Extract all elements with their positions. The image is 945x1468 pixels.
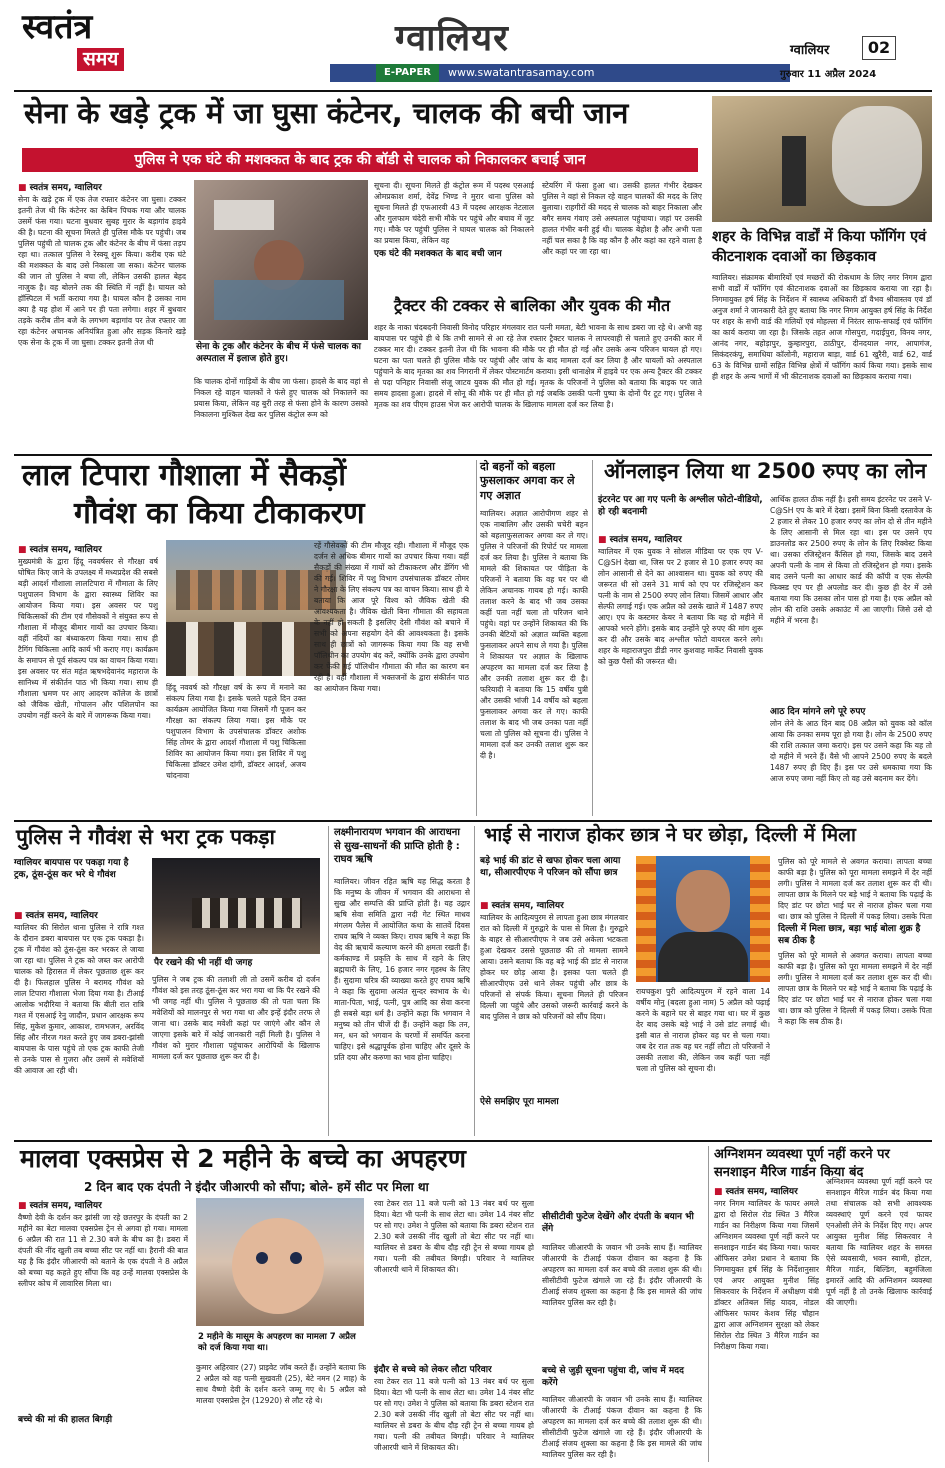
- col-3b: पुलिस को पूरे मामले से अवगत कराया। लापता बच्चा काफी बड़ा है। पुलिस को पूरा मामला समझने में देर नहीं लगी। पुलिस ने मामला दर्ज कर तलाश शुरू कर दी थी। लापता छात्र के मिलने पर बड़े भाई ने बताया कि पढ़ाई के दिए डांट पर छोटा भाई घर से नाराज होकर चला गया था। छात्र को पुलिस ने दिल्ली में पकड़ लिया। उसके पिता ने कहा कि सब ठीक है।: [778, 951, 932, 1026]
- baby-photo: [196, 1198, 364, 1326]
- col-3: लोन लेने के आठ दिन बाद 08 अप्रैल को युवक को कॉल आया कि उनका समय पूरा हो गया है। लोन के 2500 रुपए की राशि तत्काल जमा कराएं। इस पर उसने कहा कि यह तो दो महीने में भरने हैं। वैसे भी आपने 2500 रुपए के बदले 1487 रुपए ही दिए हैं। इस पर उसे धमकाया गया कि आज रुपए जमा नहीं किए तो वह उसे बदनाम कर देंगे।: [770, 719, 932, 783]
- subhead-found: दिल्ली में मिला छात्र, बड़ा भाई बोला शुक्र है सब ठीक है: [778, 924, 921, 946]
- col-1: ग्वालियर की सिरोल थाना पुलिस ने रात्रि गश्त के दौरान डबरा बायपास पर एक ट्रक पकड़ा है। ट्रक में गौवंश को ठूंस-ठूंस कर भरकर ले जाया जा रहा था। पुलिस ने ट्रक को जब्त कर आरोपी चालक को हिरासत में लेकर पूछताछ शुरू कर दी है। फिलहाल पुलिस ने बरामद गौवंश को लाल टिपारा गौशाला भेजा दिया गया है। टीआई आलोक भदौरिया ने बताया कि बीती रात रात्रि गश्त में एसआई रेनु जादौन, प्रधान आरक्षक रूप सिंह, मुकेश कुमार, आकाश, रामभजन, अरविंद सिंह और नीरज गश्त करते हुए जब डबरा-झांसी बायपास के पास पहुंचे तो एक ट्रक काफी तेजी से उनके पास से गुजरा और उसमें से मवेशियों की आवाज आ रही थी।: [14, 923, 144, 1075]
- col-2: रायचकुश पुरी आदित्यपुरम में रहने वाला 14 वर्षीय मोनु (बदला हुआ नाम) 5 अप्रैल को पढ़ाई करने के बहाने घर से बाहर गया था। घर में कुछ देर बाद उसके बड़े भाई ने उसे डांट लगाई थी। इसी बात से नाराज होकर वह घर से चला गया। जब देर रात तक वह घर नहीं लौटा तो परिजनों ने उसकी तलाश की, लेकिन जब कहीं पता नहीं चला तो पुलिस को सूचना दी।: [636, 987, 770, 1073]
- col-1: सेना के खड़े ट्रक में एक तेज रफ्तार कंटेनर जा घुसा। टक्कर इतनी तेज थी कि कंटेनर का केबिन पिचक गया और चालक उसमें फंस गया। घटना बुधवार सुबह मुरार के बड़ागांव हाइवे की है। घटना की सूचना मिलते ही पुलिस मौके पर पहुंची। जब पुलिस पहुंची तो चालक ट्रक और कंटेनर के बीच में फंसा तड़प रहा था। तत्काल पुलिस ने रेस्क्यू शुरू किया। करीब एक घंटे की मशक्कत के बाद उसे निकाला जा सका। कंटेनर चालक की जान तो पुलिस ने बचा ली, लेकिन उसकी हालत बेहद नाजुक है। वह बोलने तक की स्थिति में नहीं है। घायल को हॉस्पिटल में भर्ती कराया गया है। घायल कौन है उसका नाम क्या है यह होश में आने पर ही पता लगेगा। शहर में बुधवार तड़के करीब तीन बजे के लगभग बड़ागांव पर तेज रफ्तार जा रहा कंटेनर अचानक अनियंत्रित हुआ और सड़क किनारे खड़े एक सेना के ट्रक में जा घुसा। टक्कर इतनी तेज थी: [18, 195, 186, 347]
- col-2: आर्थिक हालत ठीक नहीं है। इसी समय इंटरनेट पर उसने V-C@SH एप के बारे में देखा। इसमें बिना किसी दस्तावेज के 2 हजार से लेकर 10 हजार रुपए का लोन दो से तीन महीने के लिए आसानी से मिल रहा था। इस पर उसने एप डाउनलोड कर 2500 रुपए के लोन के लिए रिक्वेस्ट किया था। उसका रजिस्ट्रेशन कैंसिल हो गया, जिसके बाद उसने अपनी पत्नी के नाम से किया तो रजिस्ट्रेशन हो गया। इसके बाद उसने पत्नी का आधार कार्ड की कॉपी व एक सेल्फी फिक्स्ड एप पर ही अपलोड कर दी। कुछ ही देर में उसे बताया गया कि उसका लोन पास हो गया है। एक अप्रैल को लोन की राशि उसके अकाउंट में आ जाएगी। जिसे उसे दो महीने में भरना है।: [770, 495, 932, 625]
- body: ग्वालियर। जीवन रहित ऋषि यह सिद्ध करता है कि मनुष्य के जीवन में भगवान की आराधना से सुख और सम्पत्ति की प्राप्ति होती है। यह उद्गार ऋषि सेवा समिति द्वारा नदी गेट स्थित माधव मंगलम पैलेस में आयोजित कथा के सातवें दिवस राघव ऋषि ने व्यक्त किए। राघव ऋषि ने कहा कि वेद की ऋचायें कल्याण करने की क्षमता रखती हैं। कर्मकाण्ड में प्रकृति के साथ में रहने के लिए ब्रह्मचारी के लिए, 16 हजार नगर गृहस्थ के लिए हैं। सुदामा चरित्र की व्याख्या करते हुए राघव ऋषि ने कहा कि सुदामा अत्यंत सुन्दर स्वभाव के थे। माता-पिता, भाई, पत्नी, पुत्र आदि का सेवा करना ही सबसे बड़ा धर्म है। उन्होंने कहा कि भगवान ने मनुष्य को तीन चीजें दी हैं। उन्होंने कहा कि तन, मन, धन को भगवान के चरणों में समर्पित करना चाहिए। इसे श्रद्धापूर्वक होना चाहिए और दूसरे के प्रति दया और करुणा का भाव होना चाहिए।: [334, 877, 470, 1062]
- byline: ■ स्वतंत्र समय, ग्वालियर: [18, 1198, 102, 1211]
- page-city: ग्वालियर: [790, 43, 830, 58]
- student-photo: [636, 856, 770, 982]
- headline: सेना के खड़े ट्रक में जा घुसा कंटेनर, चालक की बची जान: [24, 96, 629, 130]
- story-fogging: [712, 96, 932, 451]
- story-gaushala: [14, 460, 474, 816]
- photo-caption: पैर रखने की भी नहीं थी जगह: [154, 958, 253, 968]
- col-3b: रवा टेकर रात 11 बजे पत्नी को 13 नंबर बर्थ पर सुला दिया। बेटा भी पत्नी के साथ लेटा था। उमेश 14 नंबर सीट पर सो गए। उमेश ने पुलिस को बताया कि डबरा स्टेशन रात 2.30 बजे उसकी नींद खुली तो बेटा सीट पर नहीं था। ग्वालियर से डबरा के बीच दौड़ रही ट्रेन से बच्चा गायब हो गया। पत्नी की तबीयत बिगड़ी। परिवार ने ग्वालियर जीआरपी थाने में शिकायत की।: [374, 1377, 534, 1452]
- headline-line-2: गौवंश का किया टीकाकरण: [74, 496, 365, 531]
- col-4b: ग्वालियर जीआरपी के जवान भी उनके साथ हैं। ग्वालियर जीआरपी के टीआई पंकज दीवान का कहना है कि अपहरण का मामला दर्ज कर बच्चे की तलाश शुरू की थी। सीसीटीवी फुटेज खंगाले जा रहे हैं। इंदौर जीआरपी के टीआई संजय शुक्ला का कहना है कि इस मामले की जांच ग्वालियर पुलिस कर रही है।: [542, 1395, 702, 1459]
- headline: अग्निशमन व्यवस्था पूर्ण नहीं करने पर सनशाइन मैरिज गार्डन किया बंद: [714, 1147, 890, 1180]
- masthead: [0, 0, 945, 92]
- rule-1: [14, 454, 932, 456]
- logo-bottom: समय: [77, 48, 124, 71]
- masthead-rule: [14, 90, 932, 92]
- divider: [708, 1146, 709, 1462]
- story-raghav-rishi: [334, 826, 470, 1136]
- story-marriage-garden: [714, 1146, 932, 1462]
- deck: इंटरनेट पर आ गए पत्नी के अश्लील फोटो-वीडियो, हो रही बदनामी: [598, 495, 763, 518]
- headline: भाई से नाराज होकर छात्र ने घर छोड़ा, दिल्ली में मिला: [484, 824, 856, 846]
- deck: ग्वालियर बायपास पर पकड़ा गया है ट्रक, ठूंस-ठूंस कर भरे थे गौवंश: [14, 858, 129, 880]
- col-4: स्टेयरिंग में फंसा हुआ था। उसकी हालत गंभीर देखकर पुलिस ने वहां से निकल रहे वाहन चालकों की मदद के लिए बुलाया। राहगीरों की मदद से चालक को बाहर निकाला और बगैर समय गंवाए उसे अस्पताल पहुंचाया। जहां पर उसकी हालत गंभीर बनी हुई थी। चालक बेहोश है और अभी पता नहीं चल सका है कि वह कौन है और कहां का रहने वाला है और कहां पर जा रहा था।: [542, 181, 702, 256]
- headline-line-1: लाल टिपारा गौशाला में सैकड़ों: [22, 458, 346, 493]
- epaper-label: E-PAPER: [376, 64, 439, 82]
- headline: ऑनलाइन लिया था 2500 रुपए का लोन: [604, 459, 927, 483]
- headline: लक्ष्मीनारायण भगवान की आराधना से सुख-साधनों की प्राप्ति होती है : राघव ऋषि: [334, 827, 460, 865]
- subhead-cctv: सीसीटीवी फुटेज देखेंगे और दंपती के बयान भी लेंगे: [542, 1212, 694, 1234]
- col-1: नगर निगम ग्वालियर के फायर अमले द्वारा दो सिरोल रोड स्थित 3 मैरिज गार्डन का निरीक्षण किया गया जिसमें अग्निशमन व्यवस्था पूर्ण नहीं करने पर सनशाइन गार्डन बंद किया गया। फायर ऑफिसर उमेश प्रधान ने बताया कि निगमायुक्त हर्ष सिंह के निर्देशानुसार एवं अपर आयुक्त मुनीश सिंह सिकरवार के निर्देशन में अधीक्षण यंत्री डॉक्टर अतिबल सिंह यादव, नोडल ऑफिसर फायर केशव सिंह चौहान द्वारा आज अग्निशमन सुरक्षा को लेकर सिरोल रोड स्थित 3 मैरिज गार्डन का निरीक्षण किया गया।: [714, 1199, 819, 1351]
- headline: शहर के विभिन्न वार्डों में किया फॉगिंग एवं कीटनाशक दवाओं का छिड़काव: [712, 229, 927, 265]
- logo: [22, 7, 162, 80]
- divider: [592, 460, 593, 816]
- col-2: कि चालक दोनों गाड़ियों के बीच जा फंसा। हादसे के बाद वहां से निकल रहे वाहन चालकों ने फंसे हुए चालक को निकालने का प्रयास किया, लेकिन वह बुरी तरह से फंसा होने के कारण उसको निकालना मुश्किल देख कर पुलिस कंट्रोल रूम को: [194, 377, 368, 419]
- body: ग्वालियर। अज्ञात आरोपीगण शहर से एक नाबालिग और उसकी चचेरी बहन को बहलाफुसलाकर अगवा कर ले गए। पुलिस ने परिजनों की रिपोर्ट पर मामला दर्ज कर लिया है। पुलिस ने बताया कि मामले की शिकायत पर पीड़िता के परिजनों ने बताया कि वह घर पर थी लेकिन अचानक गायब हो गई। काफी तलाश करने के बाद भी जब उसका कहीं पता नहीं चला तो परिजन थाने पहुंचे। वहां पर उन्होंने शिकायत की कि उनकी बेटियों को अज्ञात व्यक्ति बहला फुसलाकर अपने साथ ले गया है। पुलिस ने शिकायत पर अज्ञात के खिलाफ अपहरण का मामला दर्ज कर लिया है और उनकी तलाश शुरू कर दी है। फरियादी ने बताया कि 15 वर्षीय पुत्री और उसकी भांजी 14 वर्षीय को बहला फुसलाकर अगवा कर ले गए। काफी तलाश के बाद भी जब उनका पता नहीं चला तो पुलिस को सूचना दी। पुलिस ने मामला दर्ज कर उनकी तलाश शुरू कर दी है।: [480, 509, 588, 760]
- subhead-eight-days: आठ दिन मांगने लगे पूरे रुपए: [770, 707, 866, 717]
- col-4: ग्वालियर जीआरपी के जवान भी उनके साथ हैं। ग्वालियर जीआरपी के टीआई पंकज दीवान का कहना है कि अपहरण का मामला दर्ज कर बच्चे की तलाश शुरू की थी। सीसीटीवी फुटेज खंगाले जा रहे हैं। इंदौर जीआरपी के टीआई संजय शुक्ला का कहना है कि इस मामले की जांच ग्वालियर पुलिस कर रही है।: [542, 1243, 702, 1307]
- story-sisters: [480, 460, 588, 816]
- issue-date: गुरुवार 11 अप्रैल 2024: [780, 69, 877, 80]
- subhead-info: बच्चे से जुड़ी सूचना पहुंचा दी, जांच में मदद करेंगे: [542, 1366, 684, 1388]
- deck: बड़े भाई की डांट से खफा होकर चला आया था, सीआरपीएफ ने परिजन को सौंपा छात्र: [480, 856, 621, 878]
- byline: ■ स्वतंत्र समय, ग्वालियर: [18, 542, 102, 555]
- headline: पुलिस ने गौवंश से भरा ट्रक पकड़ा: [16, 825, 275, 849]
- story-army-truck: [14, 96, 704, 451]
- subhead-return: इंदौर से बच्चे को लेकर लौटा परिवार: [374, 1365, 492, 1375]
- byline: ■ स्वतंत्र समय, ग्वालियर: [14, 908, 98, 921]
- col-3: पुलिस को पूरे मामले से अवगत कराया। लापता बच्चा काफी बड़ा है। पुलिस को पूरा मामला समझने में देर नहीं लगी। पुलिस ने मामला दर्ज कर तलाश शुरू कर दी थी। लापता छात्र के मिलने पर बड़े भाई ने बताया कि पढ़ाई के दिए डांट पर छोटा भाई घर से नाराज होकर चला गया था। छात्र को पुलिस ने दिल्ली में पकड़ लिया। उसके पिता: [778, 857, 932, 921]
- col-5: शहर के नाका चंदबदनी निवासी विनोद परिहार मंगलवार रात पत्नी ममता, बेटी भावना के साथ डबरा जा रहे थे। अभी वह बायपास पर पहुंचे ही थे कि तभी सामने से आ रहे तेज रफ्तार ट्रैक्टर चालक ने लापरवाही से चलाते हुए उनकी कार में टक्कर मार दी। टक्कर इतनी तेज थी कि भावना की मौके पर ही मौत हो गई और उसके अन्य परिजन घायल हो गए। घटना का पता चलते ही पुलिस मौके पर पहुंची और जांच के बाद मामला दर्ज कर लिया है और घायलों को अस्पताल पहुंचाने के बाद मृतका का शव निगरानी में लेकर पोस्टमार्टम कराया। इसी थानाक्षेत्र में हाइवे पर एक अन्य ट्रैक्टर की टक्कर से पदा पनिहार निवासी संजू जाटव युवक की मौत हो गई। मृतक के परिजनों ने पुलिस को बताया कि बाइक पर जाते समय हादसा हुआ। हादसे में सोनू की मौके पर ही मौत हो गई जबकि उसकी पत्नी पुष्पा के दोनों पैर टूट गए। पुलिस ने मृतक का शव पीएम हाउस भेज कर आरोपी चालक के खिलाफ मामला दर्ज कर लिया है।: [374, 323, 702, 409]
- col-2: कुमार अहिरवार (27) प्राइवेट जॉब करते हैं। उन्होंने बताया कि 2 अप्रैल को वह पत्नी सुखवती (25), बेटे नमन (2 माह) के साथ वैष्णो देवी के दर्शन करने जम्मू गए थे। 5 अप्रैल को मालवा एक्सप्रेस ट्रेन (12920) से लौट रहे थे।: [196, 1363, 366, 1405]
- cattle-truck-photo: [152, 858, 320, 954]
- col-2: पुलिस ने जब ट्रक की तलाशी ली तो उसमें करीब दो दर्जन गौवंश को इस तरह ठूंस-ठूंस कर भरा गया था कि पैर रखने की भी जगह नहीं थी। पुलिस ने पूछताछ की तो पता चला कि मवेशियों को मालनपुर से भरा गया था और इन्हें इंदौर तरफ ले जाना था। उसके बाद मवेशी कहां पर जाएंगे और कौन ले जाएगा इसके बारे में कोई जानकारी नहीं मिली है। पुलिस ने गौवंश को मुरार गौशाला पहुंचाकर आरोपियों के खिलाफ मामला दर्ज कर पूछताछ शुरू कर दी है।: [152, 975, 320, 1061]
- rule-2: [14, 820, 932, 822]
- body: ग्वालियर। संक्रामक बीमारियों एवं मच्छरों की रोकथाम के लिए नगर निगम द्वारा सभी वार्डों में फॉगिंग एवं कीटनाशक दवाओं का छिड़काव कराया जा रहा है। निगमायुक्त हर्ष सिंह के निर्देशन में स्वास्थ्य अधिकारी डॉ वैभव श्रीवास्तव एवं डॉ अनुज शर्मा ने जानकारी देते हुए बताया कि नगर निगम आयुक्त हर्ष सिंह के निर्देश पर शहर के सभी वार्ड की गलियों एवं मोहल्ला में निरंतर साफ-सफाई एवं फॉगिंग का कार्य कराया जा रहा है। जिसके तहत आज गोसपुरा, गदाईपुरा, विनय नगर, आनंद नगर, बहोड़ापुर, कुम्हारपुरा, ठाठीपुर, दीनदयाल नगर, आपागंज, सिकंदरकंपू, समाधिया कॉलोनी, महाराज बाड़ा, वार्ड 61 खुरैरी, वार्ड 62, वार्ड 63 के विभिन्न ग्रामों सहित विभिन्न क्षेत्रों में फॉगिंग कार्य किया गया। इसके साथ ही शहर के अन्य भागों में भी कीटनाशक दवाओं का छिड़काव कराया गया।: [712, 273, 932, 381]
- col-1: मुख्यमंत्री के द्वारा हिंदू नववर्षसर से गौरक्षा वर्ष घोषित किए जाने के उपलक्ष्य में मध्यप्रदेश की सबसे बड़ी आदर्श गौशाला लालटिपारा में गौमाता के लिए पशुपालन विभाग के द्वारा स्वास्थ्य शिविर का आयोजन किया गया। इस अवसर पर पशु चिकित्सकों की टीम एवं गौसेवकों ने संयुक्त रूप से गौशाला में मौजूद बीमार गायों का उपचार किया। वहीं नंदियों का बंध्याकरण किया गया। साथ ही टैगिंग चिकित्सा आदि कार्य भी कराए गए। कार्यक्रम के समापन से पूर्व संकल्प पत्र का वाचन किया गया। इस अवसर पर संत महंत ऋषभदेवानंद महाराज के सानिध्य में संकीर्तन पाठ भी किया गया। साथ ही गौशाला भ्रमण पर आए आदरण कॉलेज के छात्रों को जैविक खेती, गोपालन और पशिलपोन का उपयोग नहीं करने के बारे में जागरूक किया गया।: [18, 557, 158, 720]
- divider: [474, 826, 475, 1136]
- photo-caption: 2 महीने के मासूम के अपहरण का मामला 7 अप्रैल को दर्ज किया गया था।: [198, 1332, 356, 1354]
- deck: पुलिस ने एक घंटे की मशक्कत के बाद ट्रक की बॉडी से चालक को निकालकर बचाई जान: [22, 148, 698, 172]
- col-3a: सूचना दी। सूचना मिलते ही कंट्रोल रूम में पदस्थ एसआई ओमप्रकाश शर्मा, देवेंद्र भिण्ड ने मुरार थाना पुलिस को सूचना मिलते ही एफआरवी 43 में पदस्थ आरक्षक नेटलाल और गुलफाम चंदेरी सभी मौके पर पहुंचे और बचाव में जुट गए। मौके पर पहुंची पुलिस ने घायल चालक को निकालने का प्रयास किया, लेकिन वह: [374, 181, 534, 245]
- subhead-rescue: एक घंटे की मशक्कत के बाद बची जान: [374, 249, 502, 259]
- photo-caption: सेना के ट्रक और कंटेनर के बीच में फंसे चालक का अस्पताल में इलाज होते हुए।: [196, 342, 361, 364]
- deck: 2 दिन बाद एक दंपती ने इंदौर जीआरपी को सौंपा; बोले- हमें सीट पर मिला था: [84, 1180, 429, 1194]
- page-number: 02: [862, 36, 896, 60]
- story-online-loan: [598, 460, 932, 816]
- divider: [328, 826, 329, 1136]
- subhead-mother: बच्चे की मां की हालत बिगड़ी: [18, 1415, 113, 1425]
- headline: दो बहनों को बहला फुसलाकर अगवा कर ले गए अज्ञात: [480, 460, 575, 502]
- col-1: वैष्णो देवी के दर्शन कर झांसी जा रहे छतरपुर के दंपती का 2 महीने का बेटा मालवा एक्सप्रेस ट्रेन से अगवा हो गया। मामला 6 अप्रैल की रात 11 से 2.30 बजे के बीच का है। डबरा में दंपती की नींद खुली तब बच्चा सीट पर नहीं था। हैरानी की बात यह है कि इंदौर जीआरपी को बताने के एक दंपती ने 8 अप्रैल को बच्चा यह कहते हुए सौंपा कि वह उन्हें मालवा एक्सप्रेस के स्लीपर कोच में लावारिस मिला था।: [18, 1213, 188, 1288]
- byline: ■ स्वतंत्र समय, ग्वालियर: [714, 1184, 798, 1197]
- byline: ■ स्वतंत्र समय, ग्वालियर: [18, 180, 102, 193]
- col-2: हिंदू नववर्ष को गौरक्षा वर्ष के रूप में मनाने का संकल्प लिया गया है। इसके चलते पहले दिन उक्त कार्यक्रम आयोजित किया गया जिसमें गौ पूजन कर गौरक्षा का संकल्प लिया गया। इस मौके पर पशुपालन विभाग के उपसंचालक डॉक्टर अशोक सिंह तोमर के द्वारा आदर्श गौशाला में पशु चिकित्सा शिविर का आयोजन किया गया। इस शिविर में पशु चिकित्सा डॉक्टर उमेश दांगी, डॉक्टर आदर्श, अजय चांदनावा: [166, 683, 306, 780]
- divider: [476, 460, 477, 816]
- col-3: रवा टेकर रात 11 बजे पत्नी को 13 नंबर बर्थ पर सुला दिया। बेटा भी पत्नी के साथ लेटा था। उमेश 14 नंबर सीट पर सो गए। उमेश ने पुलिस को बताया कि डबरा स्टेशन रात 2.30 बजे उसकी नींद खुली तो बेटा सीट पर नहीं था। ग्वालियर से डबरा के बीच दौड़ रही ट्रेन से बच्चा गायब हो गया। पत्नी की तबीयत बिगड़ी। परिवार ने ग्वालियर जीआरपी थाने में शिकायत की।: [374, 1199, 534, 1274]
- subhead-tractor: ट्रैक्टर की टक्कर से बालिका और युवक की मौत: [394, 296, 671, 315]
- patient-photo: [194, 180, 368, 340]
- story-cattle-truck: [14, 826, 324, 1136]
- city-title: ग्वालियर: [395, 18, 509, 59]
- subhead-case: ऐसे समझिए पूरा मामला: [480, 1097, 559, 1107]
- col-3: रहें गौसेवकों की टीम मौजूद रही। गौशाला में मौजूद एक दर्जन से अधिक बीमार गायों का उपचार किया गया। वहीं सैकड़ों की संख्या में गायों को टीकाकरण और डेंगिंग भी की गई। शिविर में पशु विभाग उपसंचालक डॉक्टर तोमर ने गौरक्षा के लिए संकल्प पत्र का वाचन किया। साथ ही ये बताया कि आज पूरे विश्व को जैविक खेती की आवश्यकता है। जैविक खेती बिना गौमाता की सहायता के नहीं हो सकती है इसलिए देसी गौवंश को बचाने में सभी को अपना सहयोग देने की आवश्यकता है। इसके साथ ही छात्रों को जागरूक किया गया कि वह सभी पॉलिथीन का उपयोग बंद करें, क्योंकि उनके द्वारा उपयोग कर फेंकी गई पॉलिथीन गौमाता की मौत का कारण बन रही है। वहीं गौशाला में भक्तजनों के द्वारा संकीर्तन पाठ का आयोजन किया गया।: [314, 541, 469, 693]
- col-1: ग्वालियर के आदित्यपुरम से लापता हुआ छात्र मंगलवार रात को दिल्ली में गुरुद्वारे के पास से मिला है। गुरुद्वारे के बाहर से सीआरपीएफ ने जब उसे अकेला भटकता हुआ देखकर उससे पूछताछ की तो मामला सामने आया। उसने बताया कि वह बड़े भाई की डांट से नाराज होकर घर छोड़ आया है। इसका पता चलते ही सीआरपीएफ उसे थाने लेकर पहुंची और छात्र के परिजनों से संपर्क किया। सूचना मिलते ही परिजन दिल्ली जा पहुंचे और उसको जरूरी कार्रवाई करने के बाद पुलिस ने छात्र को परिजनों को सौंप दिया।: [480, 913, 628, 1021]
- col-2: अग्निशमन व्यवस्था पूर्ण नहीं करने पर सनशाइन मैरिज गार्डन बंद किया गया तथा संचालक को सभी आवश्यक व्यवस्थाएं पूर्ण करने एवं फायर एनओसी लेने के निर्देश दिए गए। अपर आयुक्त मुनीश सिंह सिकरवार ने बताया कि ग्वालियर शहर के समस्त ऐसे व्यवसायी, भवन स्वामी, होटल, मैरिज गार्डन, बिल्डिंग, बहुमंजिला इमारतें आदि की अग्निशमन व्यवस्था पूर्ण नहीं है तो उनके खिलाफ कार्रवाई की जाएगी।: [826, 1177, 932, 1307]
- col-1: ग्वालियर में एक युवक ने सोशल मीडिया पर एक एप V-C@SH देखा था, जिस पर 2 हजार से 10 हजार रुपए का लोन आसानी से देने का आश्वासन था। युवक को रुपए की जरूरत थी सो उसने 31 मार्च को एप पर रजिस्ट्रेशन कर पत्नी के नाम से 2500 रुपए लोन लिया। जिसमें आधार और सेल्फी लगाई गई। एक अप्रैल को उसके खाते में 1487 रुपए आए। एप के कस्टमर केयर ने बताया कि यह दो महीने में आपको भरने होंगे। इसके बाद उन्होंने पूरे रुपए की मांग शुरू कर दी और उसके बाद अश्लील फोटो वायरल करने लगे। शहर के महाराजपुरा डीडी नगर कुशवाह मार्केट निवासी युवक को कुछ पैसों की जरूरत थी।: [598, 547, 763, 666]
- rule-3: [14, 1140, 932, 1142]
- story-malwa-express: [14, 1146, 704, 1462]
- byline: ■ स्वतंत्र समय, ग्वालियर: [480, 898, 564, 911]
- byline: ■ स्वतंत्र समय, ग्वालियर: [598, 532, 682, 545]
- headline: मालवा एक्सप्रेस से 2 महीने के बच्चे का अपहरण: [20, 1144, 466, 1173]
- fogging-photo: [712, 96, 932, 222]
- site-url[interactable]: www.swatantrasamay.com: [448, 66, 595, 79]
- logo-top: स्वतंत्र: [22, 7, 93, 47]
- story-student-delhi: [480, 826, 932, 1136]
